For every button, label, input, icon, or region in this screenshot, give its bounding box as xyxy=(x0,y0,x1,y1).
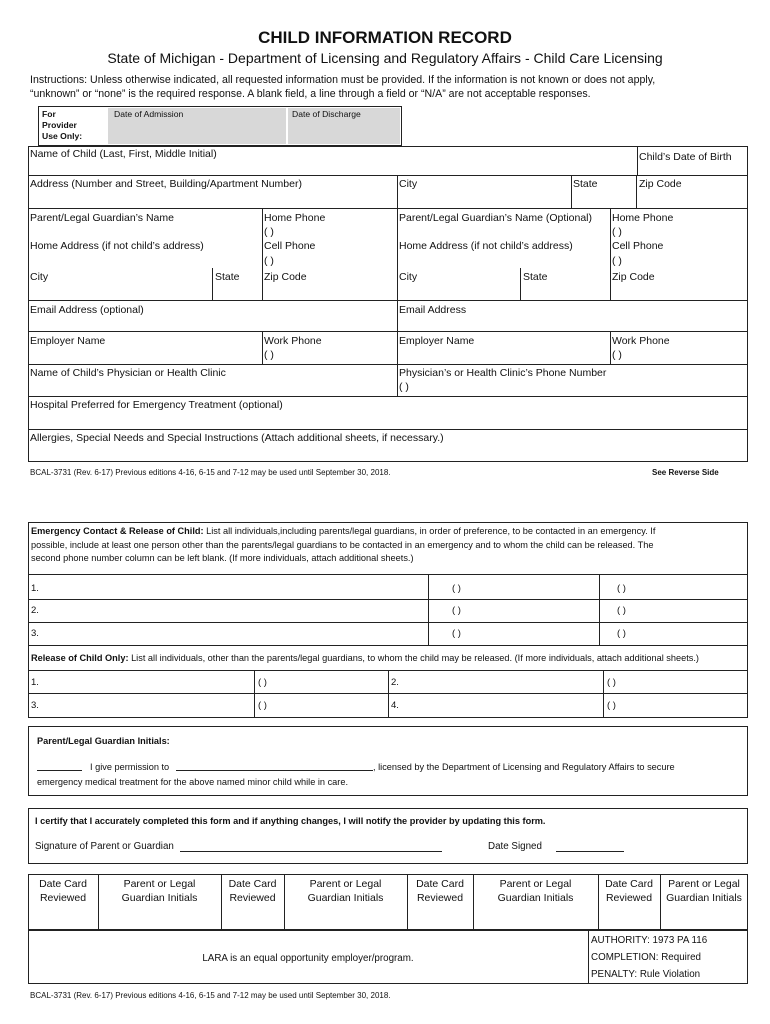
emergency-name-1[interactable] xyxy=(42,580,424,596)
guardian2-name-field[interactable] xyxy=(399,224,607,240)
instructions-line-2: “unknown” or “none” is the required response. A blank field, a line through a field or “N/A” are not acceptable responses. xyxy=(30,88,591,100)
emergency-text-2: possible, include at least one person other than the parents/legal guardians to be contacted in an emergency and to whom the child can be released. The xyxy=(31,539,654,550)
physician-phone-field[interactable] xyxy=(445,379,744,395)
city-label: City xyxy=(399,178,418,190)
permission-heading: Parent/Legal Guardian Initials: xyxy=(37,736,170,746)
guardian2-work-phone-field[interactable] xyxy=(658,347,744,363)
guardian1-zip-field[interactable] xyxy=(264,283,394,299)
guardian2-cell-phone-field[interactable] xyxy=(658,252,744,268)
emergency-row-3: 3. xyxy=(31,628,39,639)
guardian1-employer-field[interactable] xyxy=(30,347,258,363)
address-field[interactable] xyxy=(30,191,394,207)
emergency-text-1: List all individuals,including parents/legal guardians, in order of preference, to be contacted in an emergency. If xyxy=(203,526,656,536)
physician-phone-paren: ( ) xyxy=(399,381,409,393)
zip-label: Zip Code xyxy=(639,178,682,190)
guardian1-home-phone-field[interactable] xyxy=(310,224,394,240)
review-col8-label-2: Guardian Initials xyxy=(666,892,742,904)
guardian2-home-phone-label: Home Phone xyxy=(612,212,674,224)
release-name-2[interactable] xyxy=(402,674,599,690)
guardian2-work-phone-paren: ( ) xyxy=(612,349,622,361)
permission-provider-field[interactable] xyxy=(176,756,373,770)
release-heading: Release of Child Only: xyxy=(31,653,129,663)
provider-label-2: Provider xyxy=(42,120,77,130)
review-col3-label-1: Date Card xyxy=(228,878,277,890)
guardian1-employer-label: Employer Name xyxy=(30,335,106,347)
review-col5-label-1: Date Card xyxy=(416,878,464,890)
emergency-phone1-2[interactable] xyxy=(494,603,594,619)
date-signed-label: Date Signed xyxy=(488,841,542,852)
emergency-row-2: 2. xyxy=(31,605,39,616)
release-row-4: 4. xyxy=(391,700,399,711)
date-of-admission-field[interactable] xyxy=(114,124,282,140)
emergency-row-1: 1. xyxy=(31,583,39,594)
form-subtitle: State of Michigan - Department of Licensing and Regulatory Affairs - Child Care Licensing xyxy=(107,50,663,66)
guardian1-zip-label: Zip Code xyxy=(264,271,307,283)
emergency-phone1-3[interactable] xyxy=(494,626,594,642)
review-col2-label-2: Guardian Initials xyxy=(121,892,198,904)
guardian2-home-address-label: Home Address (if not child’s address) xyxy=(399,240,573,252)
review-col4-label-1: Parent or Legal xyxy=(309,878,382,890)
guardian2-email-label: Email Address xyxy=(399,304,467,316)
child-dob-label: Child’s Date of Birth xyxy=(639,151,732,163)
guardian1-cell-phone-field[interactable] xyxy=(310,252,394,268)
release-name-3[interactable] xyxy=(42,697,250,713)
emergency-phone1-paren-3: ( ) xyxy=(452,628,461,639)
guardian1-cell-phone-label: Cell Phone xyxy=(264,240,316,252)
review-initials-4[interactable] xyxy=(663,910,745,926)
child-name-label: Name of Child (Last, First, Middle Initial) xyxy=(30,148,217,160)
lara-statement: LARA is an equal opportunity employer/program. xyxy=(202,953,414,964)
guardian1-home-address-label: Home Address (if not child’s address) xyxy=(30,240,204,252)
review-col7-label-2: Reviewed xyxy=(605,892,653,904)
release-instructions xyxy=(31,652,745,666)
review-col6-label-2: Guardian Initials xyxy=(497,892,574,904)
review-date-4[interactable] xyxy=(601,910,657,926)
release-phone-paren-2: ( ) xyxy=(607,677,616,688)
release-row-3: 3. xyxy=(31,700,39,711)
guardian1-work-phone-label: Work Phone xyxy=(264,335,322,347)
provider-label-3: Use Only: xyxy=(42,131,83,141)
release-phone-1[interactable] xyxy=(300,674,384,690)
allergies-field[interactable] xyxy=(30,444,744,460)
guardian2-email-field[interactable] xyxy=(399,316,744,332)
release-name-4[interactable] xyxy=(402,697,599,713)
review-col1-label-2: Reviewed xyxy=(39,892,87,904)
guardian2-home-phone-paren: ( ) xyxy=(612,226,622,238)
guardian2-state-label: State xyxy=(523,271,548,283)
certify-text: I certify that I accurately completed this form and if anything changes, I will notify the provider by updating this form. xyxy=(35,816,546,826)
guardian1-home-address-field[interactable] xyxy=(30,252,258,268)
guardian1-home-phone-paren: ( ) xyxy=(264,226,274,238)
release-row-2: 2. xyxy=(391,677,399,688)
date-of-discharge-field[interactable] xyxy=(292,124,396,140)
review-date-2[interactable] xyxy=(224,910,281,926)
city-field[interactable] xyxy=(399,191,567,207)
physician-field[interactable] xyxy=(30,379,394,395)
authority-text: AUTHORITY: 1973 PA 116 xyxy=(591,935,708,946)
review-date-3[interactable] xyxy=(410,910,470,926)
review-col2-label-1: Parent or Legal xyxy=(123,878,196,890)
review-date-1[interactable] xyxy=(31,910,95,926)
emergency-heading: Emergency Contact & Release of Child: xyxy=(31,526,204,536)
penalty-text: PENALTY: Rule Violation xyxy=(591,969,701,980)
signature-field[interactable] xyxy=(180,837,442,851)
review-initials-2[interactable] xyxy=(287,910,404,926)
release-phone-paren-3: ( ) xyxy=(258,700,267,711)
hospital-field[interactable] xyxy=(30,411,744,427)
date-of-discharge-label: Date of Discharge xyxy=(292,109,361,119)
emergency-name-2[interactable] xyxy=(42,603,424,619)
emergency-phone2-2[interactable] xyxy=(656,603,744,619)
review-col7-label-1: Date Card xyxy=(605,878,653,890)
hospital-label: Hospital Preferred for Emergency Treatment (optional) xyxy=(30,399,283,411)
guardian-initials-field[interactable] xyxy=(37,756,82,770)
guardian1-name-label: Parent/Legal Guardian’s Name xyxy=(30,212,174,224)
guardian2-zip-field[interactable] xyxy=(612,283,744,299)
emergency-phone1-paren-1: ( ) xyxy=(452,583,461,594)
guardian2-name-label: Parent/Legal Guardian’s Name (Optional) xyxy=(399,212,592,224)
form-id-bottom: BCAL-3731 (Rev. 6-17) Previous editions 4-16, 6-15 and 7-12 may be used until September 30, 2018. xyxy=(30,991,391,1000)
release-phone-4[interactable] xyxy=(648,697,744,713)
emergency-phone2-1[interactable] xyxy=(656,580,744,596)
release-phone-paren-4: ( ) xyxy=(607,700,616,711)
release-text: List all individuals, other than the parents/legal guardians, to whom the child may be released. (If more individuals, attach additional sheets.) xyxy=(128,653,699,663)
permission-line-2: emergency medical treatment for the above named minor child while in care. xyxy=(37,777,348,787)
emergency-name-3[interactable] xyxy=(42,626,424,642)
review-initials-1[interactable] xyxy=(101,910,218,926)
guardian1-home-phone-label: Home Phone xyxy=(264,212,326,224)
emergency-instructions xyxy=(31,525,745,566)
guardian2-home-phone-field[interactable] xyxy=(658,224,744,240)
state-label: State xyxy=(573,178,598,190)
guardian2-work-phone-label: Work Phone xyxy=(612,335,670,347)
guardian2-city-label: City xyxy=(399,271,418,283)
date-signed-field[interactable] xyxy=(556,837,624,851)
zip-field[interactable] xyxy=(639,191,745,207)
guardian2-employer-field[interactable] xyxy=(399,347,607,363)
guardian2-cell-phone-paren: ( ) xyxy=(612,255,622,267)
guardian2-home-address-field[interactable] xyxy=(399,252,607,268)
review-col5-label-2: Reviewed xyxy=(416,892,464,904)
emergency-text-3: second phone number column can be left blank. (If more individuals, attach additional sheets.) xyxy=(31,553,414,563)
provider-label-1: For xyxy=(42,109,56,119)
guardian1-city-field[interactable] xyxy=(30,283,208,299)
instructions-line-1: Instructions: Unless otherwise indicated, all requested information must be provided. If the information is not known or does not apply, xyxy=(30,74,656,86)
physician-phone-label: Physician’s or Health Clinic’s Phone Number xyxy=(399,367,607,379)
release-row-1: 1. xyxy=(31,677,39,688)
guardian2-state-field[interactable] xyxy=(523,283,607,299)
form-title: CHILD INFORMATION RECORD xyxy=(258,28,512,47)
review-col8-label-1: Parent or Legal xyxy=(668,878,740,890)
state-field[interactable] xyxy=(573,191,633,207)
permission-give-text: I give permission to xyxy=(90,762,170,772)
guardian1-cell-phone-paren: ( ) xyxy=(264,255,274,267)
guardian1-email-field[interactable] xyxy=(30,316,394,332)
guardian1-state-label: State xyxy=(215,271,240,283)
emergency-phone2-3[interactable] xyxy=(656,626,744,642)
emergency-phone2-paren-2: ( ) xyxy=(617,605,626,616)
review-col4-label-2: Guardian Initials xyxy=(307,892,384,904)
child-name-field[interactable] xyxy=(30,159,630,175)
child-dob-field[interactable] xyxy=(639,159,745,175)
guardian1-email-label: Email Address (optional) xyxy=(30,304,144,316)
signature-label: Signature of Parent or Guardian xyxy=(35,841,174,852)
form-id-top: BCAL-3731 (Rev. 6-17) Previous editions 4-16, 6-15 and 7-12 may be used until September 30, 2018. xyxy=(30,468,391,477)
review-initials-3[interactable] xyxy=(476,910,595,926)
guardian1-state-field[interactable] xyxy=(215,283,259,299)
release-phone-paren-1: ( ) xyxy=(258,677,267,688)
guardian2-employer-label: Employer Name xyxy=(399,335,475,347)
review-col6-label-1: Parent or Legal xyxy=(499,878,572,890)
emergency-phone1-1[interactable] xyxy=(494,580,594,596)
address-label: Address (Number and Street, Building/Apartment Number) xyxy=(30,178,302,190)
date-of-admission-label: Date of Admission xyxy=(114,109,184,119)
guardian1-work-phone-paren: ( ) xyxy=(264,349,274,361)
release-phone-2[interactable] xyxy=(648,674,744,690)
guardian2-city-field[interactable] xyxy=(399,283,517,299)
guardian1-work-phone-field[interactable] xyxy=(310,347,394,363)
emergency-phone1-paren-2: ( ) xyxy=(452,605,461,616)
guardian1-city-label: City xyxy=(30,271,49,283)
release-phone-3[interactable] xyxy=(300,697,384,713)
review-col1-label-1: Date Card xyxy=(39,878,87,890)
guardian2-cell-phone-label: Cell Phone xyxy=(612,240,664,252)
see-reverse-side: See Reverse Side xyxy=(652,468,719,477)
emergency-phone2-paren-3: ( ) xyxy=(617,628,626,639)
release-name-1[interactable] xyxy=(42,674,250,690)
permission-licensed-text: , licensed by the Department of Licensing and Regulatory Affairs to secure xyxy=(373,762,675,772)
review-col3-label-2: Reviewed xyxy=(229,892,276,904)
emergency-phone2-paren-1: ( ) xyxy=(617,583,626,594)
guardian1-name-field[interactable] xyxy=(30,224,258,240)
completion-text: COMPLETION: Required xyxy=(591,952,701,963)
guardian2-zip-label: Zip Code xyxy=(612,271,655,283)
allergies-label: Allergies, Special Needs and Special Instructions (Attach additional sheets, if necessary.) xyxy=(30,432,444,444)
physician-label: Name of Child’s Physician or Health Clinic xyxy=(30,367,226,379)
